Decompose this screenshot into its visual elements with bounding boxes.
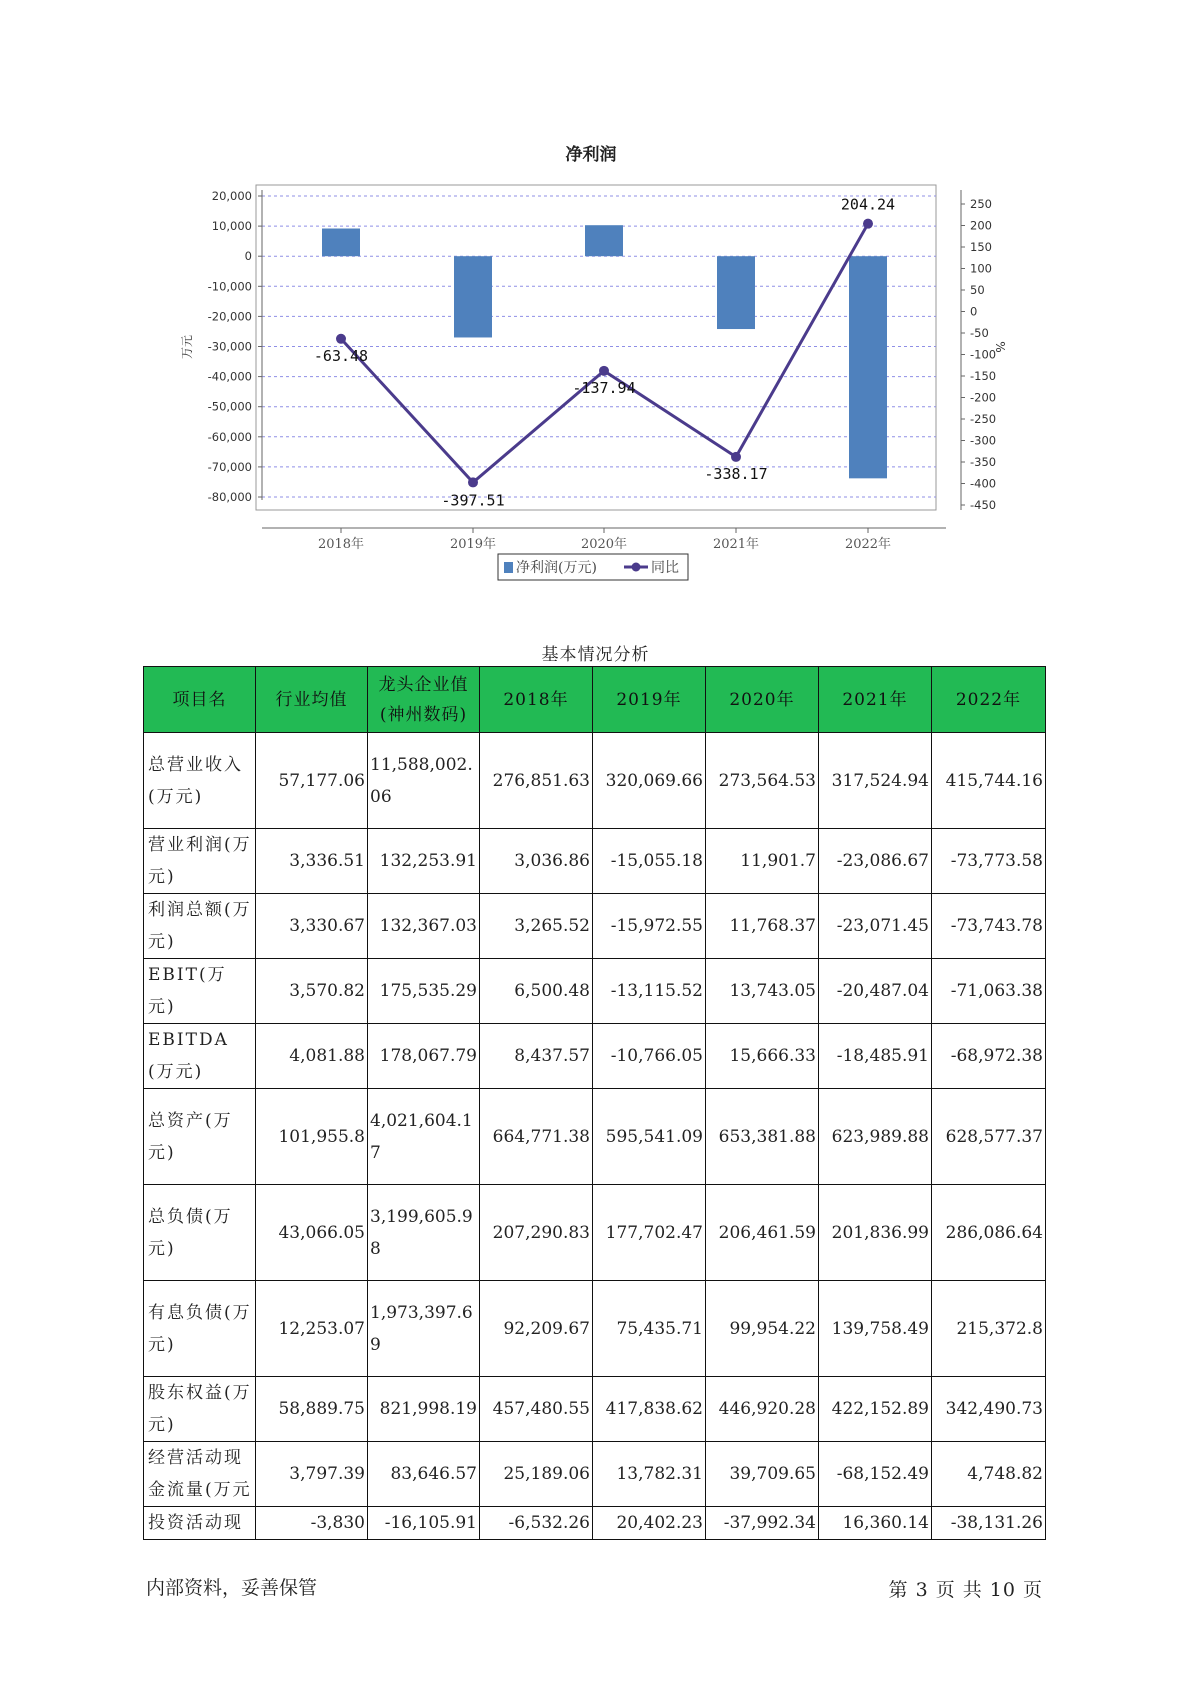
- table-cell: 101,955.8: [256, 1089, 368, 1185]
- table-cell: 57,177.06: [256, 733, 368, 829]
- table-cell: -71,063.38: [932, 959, 1046, 1024]
- table-row: [144, 1281, 1046, 1377]
- table-cell: 177,702.47: [593, 1185, 706, 1281]
- table-cell: -13,115.52: [593, 959, 706, 1024]
- table-cell: 215,372.8: [932, 1281, 1046, 1377]
- table-cell: -15,972.55: [593, 894, 706, 959]
- data-label: -338.17: [704, 464, 768, 483]
- right-y-axis: [961, 190, 996, 512]
- x-tick-label: 2019年: [449, 537, 497, 552]
- table-row: [144, 1377, 1046, 1442]
- line-point: [468, 477, 478, 487]
- x-tick-label: 2020年: [580, 537, 628, 552]
- x-tick-label: 2022年: [844, 537, 892, 552]
- row-label: 经营活动现金流量(万元: [144, 1442, 256, 1507]
- table-cell: 4,748.82: [932, 1442, 1046, 1507]
- table-cell: 207,290.83: [480, 1185, 593, 1281]
- header-2020: 2020年: [706, 667, 819, 733]
- x-tick-label: 2021年: [712, 537, 760, 552]
- left-tick-label: -70,000: [207, 459, 252, 474]
- table-cell: 6,500.48: [480, 959, 593, 1024]
- table-cell: 3,330.67: [256, 894, 368, 959]
- table-cell: 595,541.09: [593, 1089, 706, 1185]
- table-cell: 276,851.63: [480, 733, 593, 829]
- table-title: 基本情况分析: [541, 645, 650, 665]
- table-cell: 664,771.38: [480, 1089, 593, 1185]
- table-cell: -73,743.78: [932, 894, 1046, 959]
- table-cell: 178,067.79: [368, 1024, 480, 1089]
- table-cell: 8,437.57: [480, 1024, 593, 1089]
- right-tick-label: -200: [970, 390, 997, 405]
- left-tick-label: 20,000: [211, 189, 252, 203]
- table-cell: 3,036.86: [480, 829, 593, 894]
- table-cell: 3,570.82: [256, 959, 368, 1024]
- table-cell: 3,265.52: [480, 894, 593, 959]
- table-cell: -37,992.34: [706, 1507, 819, 1540]
- header-2019: 2019年: [593, 667, 706, 733]
- right-tick-label: -50: [970, 326, 989, 340]
- left-tick-label: -60,000: [207, 429, 252, 444]
- x-tick-label: 2018年: [317, 537, 365, 552]
- table-cell: 15,666.33: [706, 1024, 819, 1089]
- line-point: [336, 334, 346, 344]
- table-row: [144, 894, 1046, 959]
- row-label: 有息负债(万元): [144, 1281, 256, 1377]
- right-axis-label: %: [993, 341, 1007, 353]
- table-cell: 43,066.05: [256, 1185, 368, 1281]
- table-cell: 342,490.73: [932, 1377, 1046, 1442]
- table-cell: 206,461.59: [706, 1185, 819, 1281]
- data-label: -397.51: [441, 491, 505, 510]
- net-profit-chart: [0, 0, 1191, 620]
- table-cell: -23,086.67: [819, 829, 932, 894]
- row-label: EBIT(万元): [144, 959, 256, 1024]
- table-cell: 11,901.7: [706, 829, 819, 894]
- table-cell: 320,069.66: [593, 733, 706, 829]
- legend-bar-label: 净利润(万元): [516, 560, 597, 576]
- left-tick-label: 0: [244, 249, 252, 264]
- line-point: [731, 452, 741, 462]
- left-tick-label: -80,000: [207, 490, 252, 504]
- table-cell: 4,021,604.17: [368, 1089, 480, 1185]
- left-tick-label: -10,000: [207, 279, 252, 294]
- header-industry-avg: 行业均值: [256, 667, 368, 733]
- row-label: 总营业收入(万元): [144, 733, 256, 829]
- data-label: -63.48: [313, 346, 369, 365]
- table-cell: 628,577.37: [932, 1089, 1046, 1185]
- table-cell: -73,773.58: [932, 829, 1046, 894]
- table-cell: 83,646.57: [368, 1442, 480, 1507]
- table-cell: 3,336.51: [256, 829, 368, 894]
- table-cell: 75,435.71: [593, 1281, 706, 1377]
- table-cell: -15,055.18: [593, 829, 706, 894]
- table-cell: 132,367.03: [368, 894, 480, 959]
- table-cell: 1,973,397.69: [368, 1281, 480, 1377]
- table-cell: -20,487.04: [819, 959, 932, 1024]
- left-y-axis: [208, 189, 262, 504]
- data-label: 204.24: [840, 195, 896, 214]
- right-tick-label: 150: [970, 240, 992, 254]
- right-tick-label: 100: [970, 261, 992, 276]
- right-tick-label: 50: [970, 283, 985, 297]
- table-cell: -10,766.05: [593, 1024, 706, 1089]
- table-cell: 415,744.16: [932, 733, 1046, 829]
- table-cell: 13,743.05: [706, 959, 819, 1024]
- table-cell: 3,199,605.98: [368, 1185, 480, 1281]
- table-cell: 132,253.91: [368, 829, 480, 894]
- x-axis: [262, 528, 946, 552]
- table-cell: 4,081.88: [256, 1024, 368, 1089]
- bar: [585, 225, 623, 256]
- table-cell: 99,954.22: [706, 1281, 819, 1377]
- right-tick-label: 0: [970, 304, 978, 319]
- table-cell: 286,086.64: [932, 1185, 1046, 1281]
- table-cell: -16,105.91: [368, 1507, 480, 1540]
- table-cell: 653,381.88: [706, 1089, 819, 1185]
- legend-bar-swatch: [504, 562, 513, 573]
- bar: [454, 256, 492, 337]
- yoy-line: [341, 224, 868, 483]
- table-cell: 623,989.88: [819, 1089, 932, 1185]
- table-cell: -18,485.91: [819, 1024, 932, 1089]
- bar: [322, 229, 360, 257]
- table-cell: 139,758.49: [819, 1281, 932, 1377]
- line-point: [863, 219, 873, 229]
- header-2021: 2021年: [819, 667, 932, 733]
- table-cell: 3,797.39: [256, 1442, 368, 1507]
- left-tick-label: -40,000: [207, 369, 252, 384]
- table-row: [144, 1024, 1046, 1089]
- header-item-name: 项目名: [144, 667, 256, 733]
- bar: [849, 256, 887, 478]
- row-label: 投资活动现: [144, 1507, 256, 1540]
- right-tick-label: -100: [970, 347, 997, 362]
- table-cell: 92,209.67: [480, 1281, 593, 1377]
- header-2018: 2018年: [480, 667, 593, 733]
- right-tick-label: 250: [970, 197, 992, 211]
- footer-confidential: 内部资料，妥善保管: [146, 1577, 318, 1599]
- table-cell: 422,152.89: [819, 1377, 932, 1442]
- row-label: 利润总额(万元): [144, 894, 256, 959]
- table-cell: -68,972.38: [932, 1024, 1046, 1089]
- right-tick-label: -450: [970, 498, 997, 512]
- row-label: 总负债(万元): [144, 1185, 256, 1281]
- table-row: [144, 1185, 1046, 1281]
- basic-analysis-table: [143, 666, 1046, 1540]
- table-cell: 175,535.29: [368, 959, 480, 1024]
- table-cell: 201,836.99: [819, 1185, 932, 1281]
- header-leader: 龙头企业值(神州数码): [368, 667, 480, 733]
- bar-series: [322, 225, 887, 478]
- chart-title: 净利润: [565, 145, 617, 165]
- left-tick-label: 10,000: [211, 219, 252, 234]
- table-cell: 16,360.14: [819, 1507, 932, 1540]
- table-row: [144, 733, 1046, 829]
- row-label: EBITDA(万元): [144, 1024, 256, 1089]
- table-cell: 317,524.94: [819, 733, 932, 829]
- table-cell: 12,253.07: [256, 1281, 368, 1377]
- table-row: [144, 829, 1046, 894]
- right-tick-label: -350: [970, 455, 997, 469]
- row-label: 营业利润(万元): [144, 829, 256, 894]
- legend: [498, 554, 688, 580]
- table-cell: 457,480.55: [480, 1377, 593, 1442]
- table-cell: 273,564.53: [706, 733, 819, 829]
- table-cell: -6,532.26: [480, 1507, 593, 1540]
- left-tick-label: -20,000: [207, 309, 252, 324]
- footer-page-number: 第 3 页 共 10 页: [888, 1579, 1043, 1601]
- right-tick-label: -250: [970, 412, 997, 426]
- row-label: 股东权益(万元): [144, 1377, 256, 1442]
- table-cell: 58,889.75: [256, 1377, 368, 1442]
- bar: [717, 256, 755, 329]
- left-axis-label: 万元: [180, 334, 194, 360]
- table-cell: 821,998.19: [368, 1377, 480, 1442]
- table-row: [144, 1507, 1046, 1540]
- table-cell: -68,152.49: [819, 1442, 932, 1507]
- line-point: [599, 366, 609, 376]
- table-cell: 446,920.28: [706, 1377, 819, 1442]
- row-label: 总资产(万元): [144, 1089, 256, 1185]
- table-row: [144, 1442, 1046, 1507]
- table-cell: -3,830: [256, 1507, 368, 1540]
- table-cell: 39,709.65: [706, 1442, 819, 1507]
- table-row: [144, 1089, 1046, 1185]
- table-cell: 11,768.37: [706, 894, 819, 959]
- legend-line-label: 同比: [651, 560, 679, 576]
- table-row: [144, 959, 1046, 1024]
- right-tick-label: -400: [970, 476, 997, 491]
- data-label: -137.94: [572, 378, 636, 397]
- table-cell: 11,588,002.06: [368, 733, 480, 829]
- header-2022: 2022年: [932, 667, 1046, 733]
- table-cell: 417,838.62: [593, 1377, 706, 1442]
- table-cell: 13,782.31: [593, 1442, 706, 1507]
- right-tick-label: 200: [970, 218, 992, 233]
- left-tick-label: -30,000: [207, 339, 252, 354]
- table-header-row: [144, 667, 1046, 733]
- table-cell: 20,402.23: [593, 1507, 706, 1540]
- right-tick-label: -150: [970, 369, 997, 383]
- table-cell: -23,071.45: [819, 894, 932, 959]
- table-cell: 25,189.06: [480, 1442, 593, 1507]
- legend-line-marker: [632, 563, 641, 572]
- left-tick-label: -50,000: [207, 399, 252, 414]
- table-cell: -38,131.26: [932, 1507, 1046, 1540]
- right-tick-label: -300: [970, 433, 997, 448]
